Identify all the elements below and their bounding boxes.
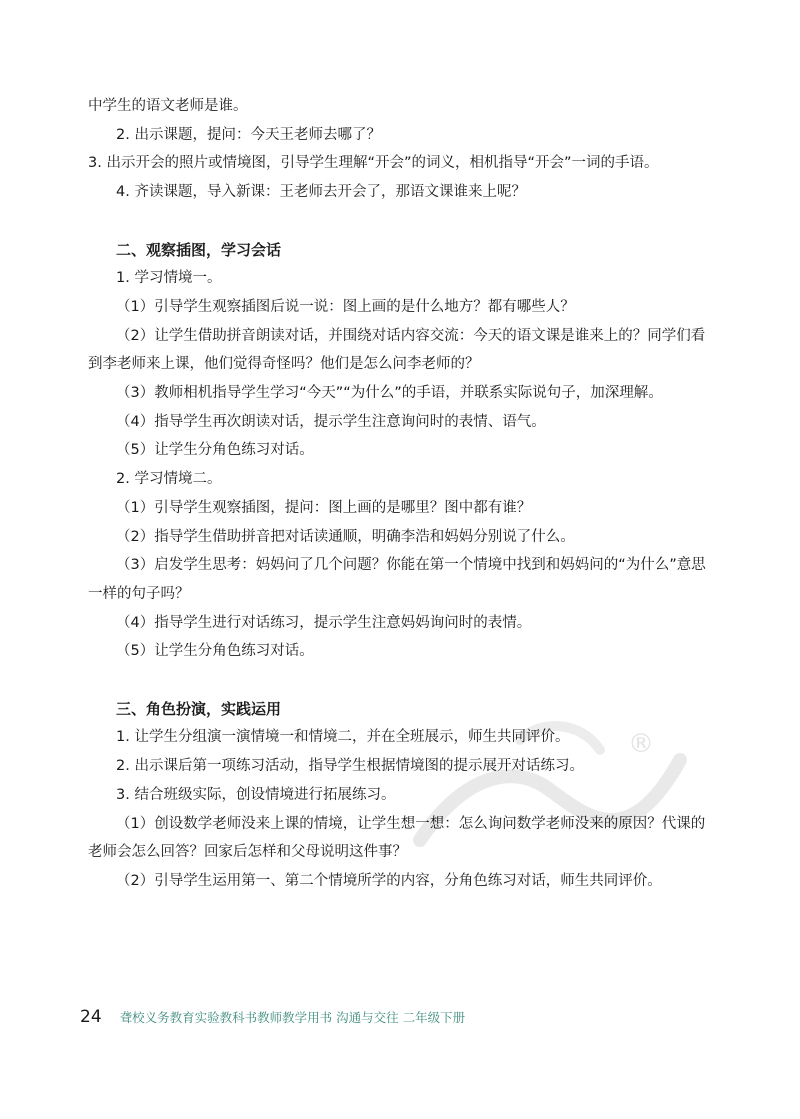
section-3-step-3: 3. 结合班级实际，创设情境进行拓展练习。	[116, 786, 396, 803]
section-3-sub-item-1: （1）创设数学老师没来上课的情境，让学生想一想：怎么询问数学老师没来的原因？代课的老师会怎么回答？回家后怎样和父母说明这件事？	[88, 815, 706, 861]
situation-1-title: 1. 学习情境一。	[116, 270, 222, 287]
spacer	[88, 207, 708, 236]
section-3-heading: 三、角色扮演，实践运用	[116, 699, 282, 718]
situation-1-item-2: （2）让学生借助拼音朗读对话，并围绕对话内容交流：今天的语文课是谁来上的？同学们看到李老师来上课，他们觉得奇怪吗？他们是怎么问李老师的？	[88, 327, 706, 373]
body-text	[88, 92, 708, 896]
intro-step-2: 2. 出示课题，提问：今天王老师去哪了？	[116, 126, 381, 143]
situation-2-title: 2. 学习情境二。	[116, 471, 222, 488]
section-3-sub-item-2: （2）引导学生运用第一、第二个情境所学的内容，分角色练习对话，师生共同评价。	[116, 872, 662, 889]
intro-tail: 中学生的语文老师是谁。	[88, 98, 248, 114]
situation-1-item-4: （4）指导学生再次朗读对话，提示学生注意询问时的表情、语气。	[116, 413, 546, 430]
situation-2-item-5: （5）让学生分角色练习对话。	[116, 643, 314, 660]
spacer	[88, 666, 708, 695]
situation-2-item-1: （1）引导学生观察插图，提问：图上画的是哪里？图中都有谁？	[116, 499, 532, 516]
intro-step-4: 4. 齐读课题，导入新课：王老师去开会了，那语文课谁来上呢？	[116, 184, 526, 201]
registered-mark: ®	[628, 729, 654, 759]
section-3-step-1: 1. 让学生分组演一演情境一和情境二，并在全班展示，师生共同评价。	[116, 729, 570, 746]
book-title: 聋校义务教育实验教科书教师教学用书 沟通与交往 二年级下册	[119, 1010, 466, 1025]
situation-1-item-1: （1）引导学生观察插图后说一说：图上画的是什么地方？都有哪些人？	[116, 298, 575, 315]
page-footer	[80, 1007, 465, 1031]
intro-step-3: 3. 出示开会的照片或情境图，引导学生理解“开会”的词义，相机指导“开会”一词的手语。	[88, 155, 659, 172]
situation-2-item-3: （3）启发学生思考：妈妈问了几个问题？你能在第一个情境中找到和妈妈问的“为什么”意思一样的句子吗？	[88, 557, 706, 602]
section-2-heading: 二、观察插图，学习会话	[116, 240, 282, 259]
section-3-step-2: 2. 出示课后第一项练习活动，指导学生根据情境图的提示展开对话练习。	[116, 758, 584, 775]
situation-1-item-3: （3）教师相机指导学生学习“今天”“为什么”的手语，并联系实际说句子，加深理解。	[116, 385, 663, 402]
page-number: 24	[80, 1007, 102, 1027]
situation-2-item-2: （2）指导学生借助拼音把对话读通顺，明确李浩和妈妈分别说了什么。	[116, 528, 575, 545]
situation-1-item-5: （5）让学生分角色练习对话。	[116, 442, 314, 459]
situation-2-item-4: （4）指导学生进行对话练习，提示学生注意妈妈询问时的表情。	[116, 614, 532, 631]
